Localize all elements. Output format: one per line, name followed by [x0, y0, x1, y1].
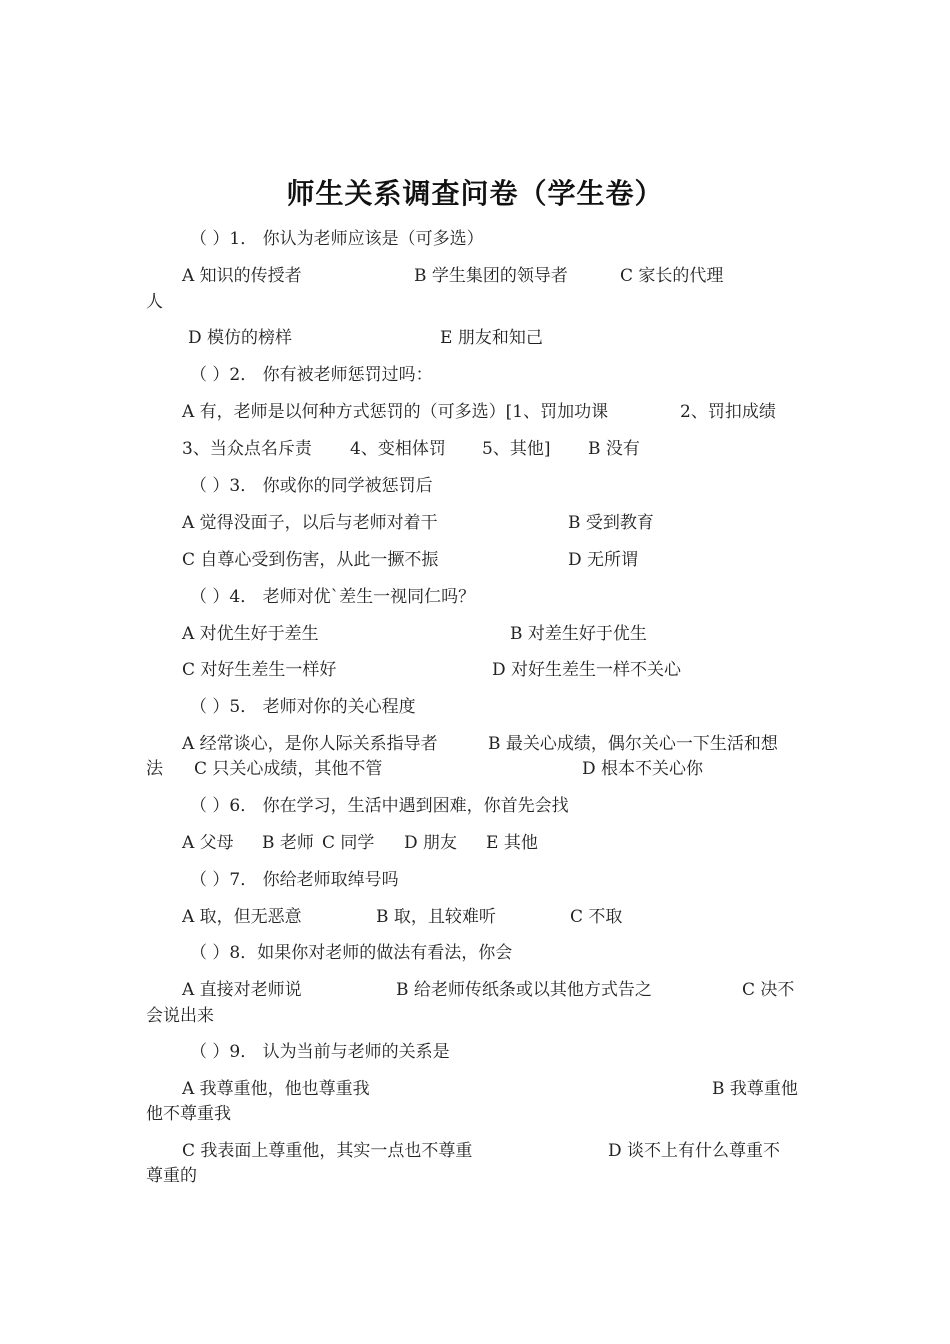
q1-option-c-cont: 人 [146, 292, 163, 312]
q7-option-b: B 取，且较难听 [376, 907, 496, 927]
q9-option-a: A 我尊重他，他也尊重我 [182, 1079, 370, 1099]
question-3: （ ）3． 你或你的同学被惩罚后 [190, 476, 433, 496]
q2-option-a-4: 4、变相体罚 [350, 439, 446, 459]
q1-option-e: E 朋友和知己 [440, 328, 543, 348]
q1-option-a: A 知识的传授者 [182, 266, 302, 286]
q5-option-b-cont: 法 [146, 759, 163, 779]
q2-option-b: B 没有 [588, 439, 640, 459]
q9-option-b-cont: 他不尊重我 [146, 1104, 231, 1124]
q2-option-a: A 有，老师是以何种方式惩罚的（可多选）[1、罚加功课 [182, 402, 609, 422]
q5-option-d: D 根本不关心你 [582, 759, 704, 779]
q9-option-d: D 谈不上有什么尊重不 [608, 1141, 781, 1161]
q1-option-b: B 学生集团的领导者 [414, 266, 568, 286]
q8-option-c-cont: 会说出来 [146, 1006, 214, 1026]
question-9: （ ）9． 认为当前与老师的关系是 [190, 1042, 450, 1062]
q9-option-d-cont: 尊重的 [146, 1166, 197, 1186]
q1-option-c: C 家长的代理 [620, 266, 724, 286]
q6-option-c: C 同学 [322, 833, 375, 853]
q6-option-a: A 父母 [182, 833, 234, 853]
q8-option-b: B 给老师传纸条或以其他方式告之 [396, 980, 652, 1000]
question-7: （ ）7． 你给老师取绰号吗 [190, 870, 399, 890]
q4-option-b: B 对差生好于优生 [510, 624, 647, 644]
q8-option-c: C 决不 [742, 980, 795, 1000]
question-1: （ ）1． 你认为老师应该是（可多选） [190, 229, 484, 249]
q6-option-d: D 朋友 [404, 833, 458, 853]
q2-option-a-3: 3、当众点名斥责 [182, 439, 312, 459]
q2-option-a-2: 2、罚扣成绩 [680, 402, 776, 422]
question-5: （ ）5． 老师对你的关心程度 [190, 697, 416, 717]
q8-option-a: A 直接对老师说 [182, 980, 302, 1000]
q6-option-b: B 老师 [262, 833, 314, 853]
q5-option-c: C 只关心成绩，其他不管 [194, 759, 383, 779]
q1-option-d: D 模仿的榜样 [188, 328, 293, 348]
q3-option-a: A 觉得没面子，以后与老师对着干 [182, 513, 438, 533]
question-6: （ ）6． 你在学习，生活中遇到困难，你首先会找 [190, 796, 569, 816]
q9-option-b: B 我尊重他 [712, 1079, 798, 1099]
q7-option-a: A 取，但无恶意 [182, 907, 302, 927]
page-title: 师生关系调查问卷（学生卷） [286, 177, 664, 210]
question-8: （ ）8．如果你对老师的做法有看法，你会 [190, 943, 513, 963]
q4-option-a: A 对优生好于差生 [182, 624, 319, 644]
question-4: （ ）4． 老师对优`差生一视同仁吗？ [190, 587, 476, 607]
q2-option-a-5: 5、其他] [482, 439, 551, 459]
q4-option-d: D 对好生差生一样不关心 [492, 660, 682, 680]
q7-option-c: C 不取 [570, 907, 623, 927]
q3-option-b: B 受到教育 [568, 513, 654, 533]
q9-option-c: C 我表面上尊重他，其实一点也不尊重 [182, 1141, 473, 1161]
q3-option-d: D 无所谓 [568, 550, 639, 570]
question-2: （ ）2． 你有被老师惩罚过吗： [190, 365, 433, 385]
q5-option-a: A 经常谈心，是你人际关系指导者 [182, 734, 438, 754]
q4-option-c: C 对好生差生一样好 [182, 660, 337, 680]
q3-option-c: C 自尊心受到伤害，从此一撅不振 [182, 550, 439, 570]
q5-option-b: B 最关心成绩，偶尔关心一下生活和想 [488, 734, 778, 754]
q6-option-e: E 其他 [486, 833, 538, 853]
